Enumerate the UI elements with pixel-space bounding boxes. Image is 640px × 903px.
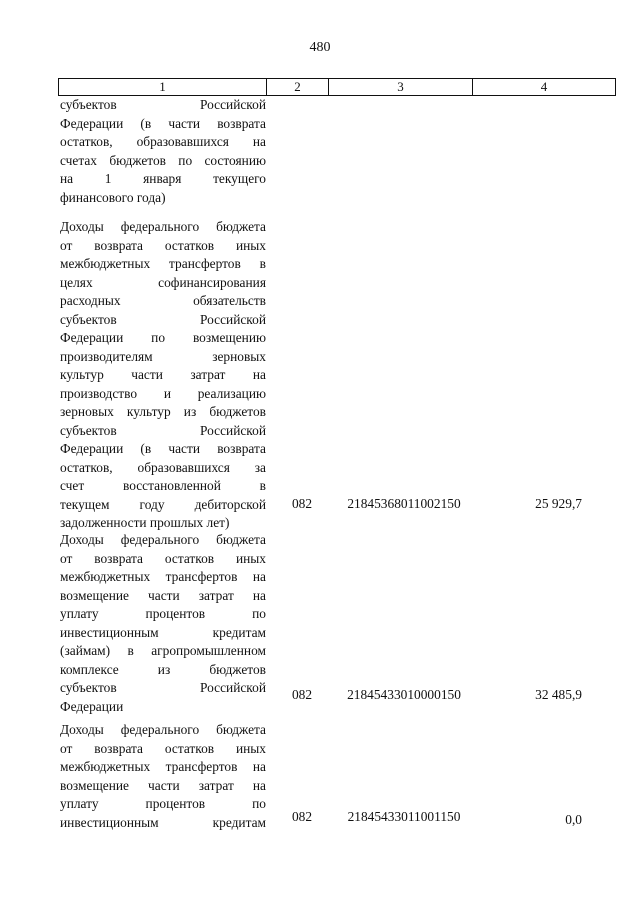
table-row-description (60, 531, 266, 716)
description-line: Федерации (в части возврата (60, 441, 266, 456)
column-header-2: 2 (267, 79, 329, 95)
column-header-4: 4 (540, 79, 548, 94)
description-line: от возврата остатков иных (60, 740, 266, 756)
table-cell-code: 082 (291, 496, 313, 511)
description-line: от возврата остатков иных (60, 550, 266, 566)
table-cell-code: 082 (291, 687, 313, 702)
table-row-description (60, 721, 266, 832)
description-line: от возврата остатков иных (60, 237, 266, 253)
table-cell-kbk: 21845433011001150 (347, 809, 461, 824)
description-line: межбюджетных трансфертов в (60, 256, 266, 271)
description-line: межбюджетных трансфертов на (60, 759, 266, 774)
description-line: инвестиционным кредитам (60, 814, 266, 830)
description-line: инвестиционным кредитам (60, 624, 266, 640)
description-line: расходных обязательств (60, 293, 266, 308)
description-line: субъектов Российской (60, 311, 266, 327)
description-line: счетах бюджетов по состоянию (60, 152, 266, 168)
description-line: уплату процентов по (60, 606, 266, 621)
description-line: Федерации по возмещению (60, 330, 266, 345)
description-line: возмещение части затрат на (60, 587, 266, 603)
description-line: уплату процентов по (60, 796, 266, 811)
table-cell-kbk: 21845433010000150 (347, 687, 461, 702)
table-row-description (60, 218, 266, 533)
description-line: субъектов Российской (60, 422, 266, 438)
description-line: целях софинансирования (60, 274, 266, 290)
description-line: производство и реализацию (60, 385, 266, 401)
description-line: межбюджетных трансфертов на (60, 569, 266, 584)
description-line: субъектов Российской (60, 680, 266, 695)
column-header-3: 3 (329, 79, 473, 95)
table-row-description (60, 96, 266, 207)
description-line: возмещение части затрат на (60, 777, 266, 793)
description-line: (займам) в агропромышленном (60, 643, 266, 658)
table-cell-code: 082 (291, 809, 313, 824)
description-line: остатков, образовавшихся на (60, 134, 266, 149)
description-line: Доходы федерального бюджета (60, 722, 266, 737)
table-cell-kbk: 21845368011002150 (347, 496, 461, 511)
table-cell-amount: 25 929,7 (535, 496, 582, 511)
column-header-1: 1 (59, 79, 267, 95)
description-line: счет восстановленной в (60, 478, 266, 493)
page-number: 480 (309, 40, 331, 55)
description-line: текущем году дебиторской (60, 496, 266, 512)
description-line: Федерации (60, 698, 124, 714)
table-cell-amount: 0,0 (565, 812, 582, 827)
description-line: на 1 января текущего (60, 171, 266, 186)
description-line: Федерации (в части возврата (60, 115, 266, 131)
table-column-header-row (58, 78, 616, 96)
description-line: финансового года) (60, 189, 166, 205)
description-line: комплексе из бюджетов (60, 661, 266, 677)
description-line: зерновых культур из бюджетов (60, 404, 266, 419)
description-line: производителям зерновых (60, 348, 266, 364)
description-line: культур части затрат на (60, 367, 266, 382)
description-line: остатков, образовавшихся за (60, 459, 266, 475)
description-line: Доходы федерального бюджета (60, 219, 266, 234)
description-line: задолженности прошлых лет) (60, 515, 230, 530)
description-line: субъектов Российской (60, 97, 266, 112)
description-line: Доходы федерального бюджета (60, 532, 266, 547)
table-cell-amount: 32 485,9 (535, 687, 582, 702)
